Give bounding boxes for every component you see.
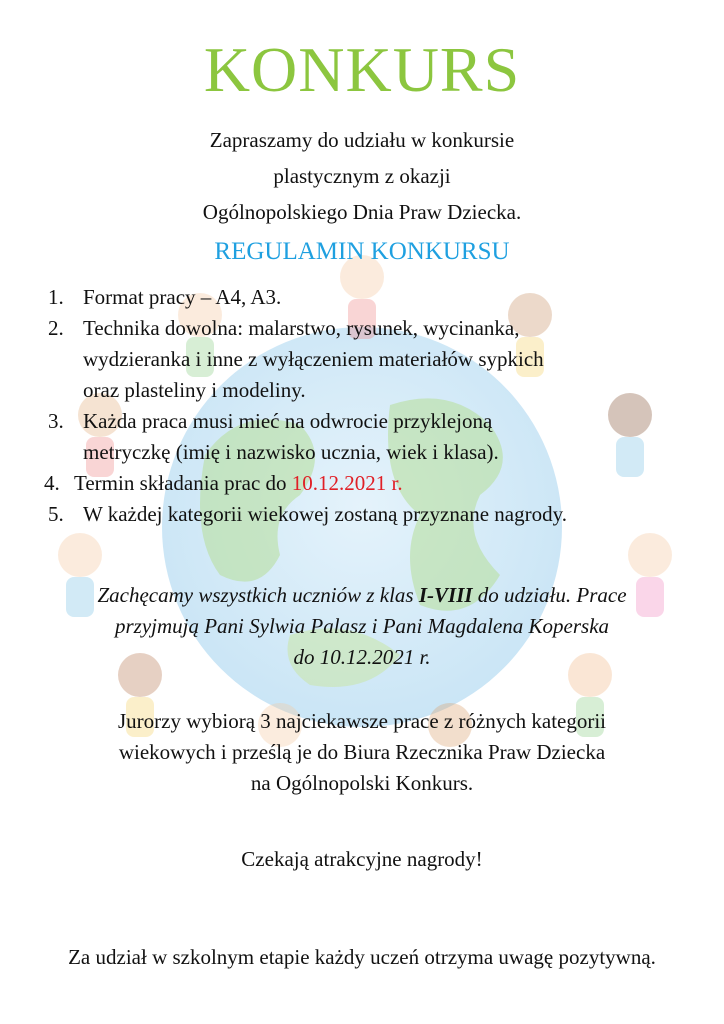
rule-item <box>48 406 698 468</box>
child-head <box>58 533 102 577</box>
prizes-text: Czekają atrakcyjne nagrody! <box>241 847 483 871</box>
jury-text: na Ogólnopolski Konkurs. <box>250 771 474 795</box>
invite-paragraph <box>40 580 684 673</box>
intro-line: Ogólnopolskiego Dnia Praw Dziecka. <box>202 200 522 224</box>
rule-number: 1. <box>48 285 64 309</box>
rule-item <box>48 282 698 313</box>
rule-item <box>48 313 698 406</box>
jury-text: Jurorzy wybiorą 3 najciekawsze prace z różnych kategorii <box>117 709 607 733</box>
deadline-date: 10.12.2021 r. <box>291 471 403 495</box>
intro-line: plastycznym z okazji <box>273 164 451 188</box>
rule-number: 5. <box>48 502 64 526</box>
rule-text: Każda praca musi mieć na odwrocie przyklejoną <box>83 409 493 433</box>
rules-heading: REGULAMIN KONKURSU <box>214 238 510 265</box>
child-head <box>628 533 672 577</box>
footer-note: Za udział w szkolnym etapie każdy uczeń otrzyma uwagę pozytywną. <box>68 945 656 969</box>
rule-item <box>48 499 698 530</box>
rule-text: oraz plasteliny i modeliny. <box>83 378 306 402</box>
rule-item <box>44 468 698 499</box>
rule-text: Termin składania prac do <box>74 471 292 495</box>
rule-number: 4. <box>44 471 60 495</box>
invite-text: do 10.12.2021 r. <box>293 645 431 669</box>
page-title: KONKURS <box>203 34 521 105</box>
rule-number: 3. <box>48 409 64 433</box>
rule-text: Format pracy – A4, A3. <box>83 285 282 309</box>
class-range: I-VIII <box>418 583 473 607</box>
invite-text: przyjmują Pani Sylwia Palasz i Pani Magdalena Koperska <box>114 614 610 638</box>
rule-text: Technika dowolna: malarstwo, rysunek, wycinanka, <box>83 316 520 340</box>
rule-text: metryczkę (imię i nazwisko ucznia, wiek i klasa). <box>83 440 499 464</box>
rule-text: W każdej kategorii wiekowej zostaną przyznane nagrody. <box>83 502 567 526</box>
rules-list <box>44 282 698 530</box>
jury-paragraph <box>40 706 684 799</box>
rule-number: 2. <box>48 316 64 340</box>
intro-text <box>0 122 724 230</box>
intro-line: Zapraszamy do udziału w konkursie <box>209 128 515 152</box>
invite-text: do udziału. Prace <box>472 583 627 607</box>
jury-text: wiekowych i prześlą je do Biura Rzecznika Praw Dziecka <box>118 740 606 764</box>
rule-text: wydzieranka i inne z wyłączeniem materiałów sypkich <box>83 347 544 371</box>
invite-text: Zachęcamy wszystkich uczniów z klas <box>97 583 419 607</box>
